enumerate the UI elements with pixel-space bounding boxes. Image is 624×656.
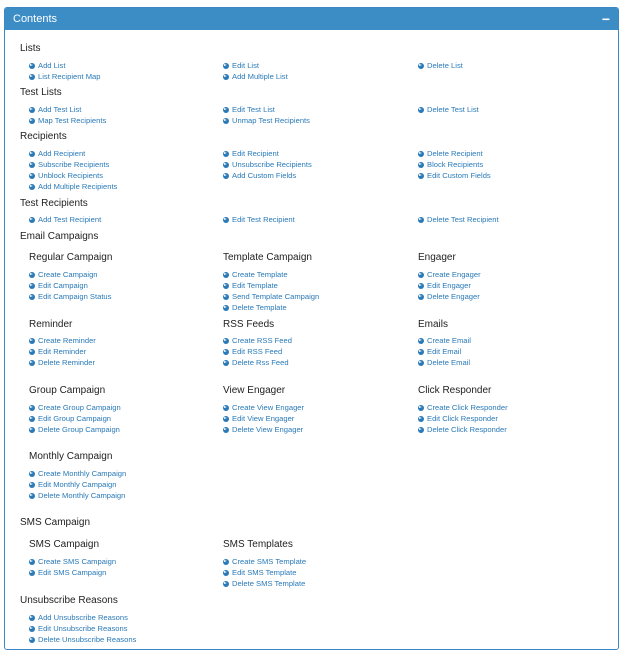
link-label: Map Test Recipients xyxy=(38,116,107,125)
link-item[interactable] xyxy=(418,159,491,170)
test-lists-col3 xyxy=(418,104,479,115)
engager-links xyxy=(418,269,481,302)
link-item[interactable] xyxy=(223,115,310,126)
link-item[interactable] xyxy=(223,148,312,159)
link-item[interactable] xyxy=(418,104,479,115)
chevron-circle-right-icon xyxy=(223,360,229,366)
recipients-col3 xyxy=(418,148,491,181)
rss-feeds-links xyxy=(223,335,292,368)
link-item[interactable] xyxy=(223,291,319,302)
subsection-title-monthly-campaign: Monthly Campaign xyxy=(29,451,113,462)
link-item[interactable] xyxy=(223,346,292,357)
link-label: Edit List xyxy=(232,61,260,70)
link-item[interactable] xyxy=(29,556,116,567)
link-item[interactable] xyxy=(418,413,508,424)
unsubscribe-reasons-links xyxy=(29,612,136,645)
chevron-circle-right-icon xyxy=(223,559,229,565)
link-label: Block Recipients xyxy=(427,160,484,169)
chevron-circle-right-icon xyxy=(223,416,229,422)
chevron-circle-right-icon xyxy=(29,626,35,632)
monthly-campaign-links xyxy=(29,468,126,501)
panel-header xyxy=(5,8,618,30)
chevron-circle-right-icon xyxy=(223,217,229,223)
link-item[interactable] xyxy=(418,148,491,159)
link-item[interactable] xyxy=(29,468,126,479)
link-item[interactable] xyxy=(223,269,319,280)
link-label: Edit Click Responder xyxy=(427,414,498,423)
subsection-title-emails: Emails xyxy=(418,319,449,330)
chevron-circle-right-icon xyxy=(29,405,35,411)
test-lists-col1 xyxy=(29,104,106,126)
link-item[interactable] xyxy=(29,291,111,302)
link-label: Unsubscribe Recipients xyxy=(232,160,312,169)
chevron-circle-right-icon xyxy=(223,427,229,433)
click-responder-links xyxy=(418,402,508,435)
chevron-circle-right-icon xyxy=(29,349,35,355)
chevron-circle-right-icon xyxy=(418,63,424,69)
link-item[interactable] xyxy=(418,214,499,225)
subsection-title-click-responder: Click Responder xyxy=(418,385,492,396)
chevron-circle-right-icon xyxy=(29,416,35,422)
link-item[interactable] xyxy=(29,104,106,115)
link-item[interactable] xyxy=(29,413,121,424)
chevron-circle-right-icon xyxy=(223,338,229,344)
link-item[interactable] xyxy=(29,181,117,192)
chevron-circle-right-icon xyxy=(29,173,35,179)
chevron-circle-right-icon xyxy=(418,217,424,223)
link-item[interactable] xyxy=(223,170,312,181)
chevron-circle-right-icon xyxy=(418,360,424,366)
link-label: Delete Template xyxy=(232,303,287,312)
subsection-title-engager: Engager xyxy=(418,252,456,263)
link-label: Unblock Recipients xyxy=(38,171,103,180)
link-item[interactable] xyxy=(29,479,126,490)
link-item[interactable] xyxy=(29,612,136,623)
chevron-circle-right-icon xyxy=(223,107,229,113)
link-item[interactable] xyxy=(223,159,312,170)
chevron-circle-right-icon xyxy=(29,74,35,80)
chevron-circle-right-icon xyxy=(223,405,229,411)
link-label: Delete Test List xyxy=(427,105,479,114)
chevron-circle-right-icon xyxy=(29,338,35,344)
section-title-test-lists: Test Lists xyxy=(20,87,62,98)
link-item[interactable] xyxy=(29,335,96,346)
link-label: Delete Monthly Campaign xyxy=(38,491,126,500)
link-item[interactable] xyxy=(418,357,471,368)
link-label: Edit Email xyxy=(427,347,462,356)
link-label: Edit Campaign Status xyxy=(38,292,112,301)
link-label: Create SMS Campaign xyxy=(38,557,117,566)
chevron-circle-right-icon xyxy=(223,118,229,124)
link-label: Add Test List xyxy=(38,105,82,114)
link-label: Add Multiple List xyxy=(232,72,288,81)
chevron-circle-right-icon xyxy=(29,107,35,113)
link-label: Edit Monthly Campaign xyxy=(38,480,117,489)
link-item[interactable] xyxy=(223,302,319,313)
chevron-circle-right-icon xyxy=(223,305,229,311)
link-item[interactable] xyxy=(29,214,101,225)
link-item[interactable] xyxy=(223,567,306,578)
link-label: Create Group Campaign xyxy=(38,403,121,412)
chevron-circle-right-icon xyxy=(418,349,424,355)
sms-campaign-links xyxy=(29,556,116,578)
chevron-circle-right-icon xyxy=(223,272,229,278)
link-label: Edit Template xyxy=(232,281,278,290)
reminder-links xyxy=(29,335,96,368)
link-label: Create Reminder xyxy=(38,336,96,345)
link-item[interactable] xyxy=(418,335,471,346)
link-item[interactable] xyxy=(223,335,292,346)
link-label: Edit SMS Campaign xyxy=(38,568,107,577)
chevron-circle-right-icon xyxy=(29,559,35,565)
link-label: Create Email xyxy=(427,336,471,345)
link-item[interactable] xyxy=(29,148,117,159)
section-title-unsubscribe-reasons: Unsubscribe Reasons xyxy=(20,595,118,606)
chevron-circle-right-icon xyxy=(29,162,35,168)
link-item[interactable] xyxy=(223,357,292,368)
collapse-button[interactable]: − xyxy=(601,11,610,27)
link-item[interactable] xyxy=(29,170,117,181)
link-label: Edit SMS Template xyxy=(232,568,297,577)
link-item[interactable] xyxy=(29,71,100,82)
chevron-circle-right-icon xyxy=(223,162,229,168)
link-label: Edit Campaign xyxy=(38,281,88,290)
link-item[interactable] xyxy=(29,490,126,501)
link-item[interactable] xyxy=(223,214,295,225)
link-label: Delete Rss Feed xyxy=(232,358,289,367)
subsection-title-view-engager: View Engager xyxy=(223,385,286,396)
subsection-title-sms-templates: SMS Templates xyxy=(223,539,293,550)
chevron-circle-right-icon xyxy=(29,471,35,477)
chevron-circle-right-icon xyxy=(418,107,424,113)
subsection-title-template-campaign: Template Campaign xyxy=(223,252,312,263)
link-label: Add List xyxy=(38,61,66,70)
link-item[interactable] xyxy=(223,402,304,413)
chevron-circle-right-icon xyxy=(223,151,229,157)
chevron-circle-right-icon xyxy=(29,272,35,278)
chevron-circle-right-icon xyxy=(29,360,35,366)
link-label: Delete Email xyxy=(427,358,471,367)
chevron-circle-right-icon xyxy=(418,162,424,168)
link-item[interactable] xyxy=(223,578,306,589)
link-label: Edit Group Campaign xyxy=(38,414,112,423)
chevron-circle-right-icon xyxy=(223,581,229,587)
link-label: Delete Test Recipient xyxy=(427,215,499,224)
test-recipients-col1 xyxy=(29,214,101,225)
link-item[interactable] xyxy=(223,280,319,291)
link-label: Create View Engager xyxy=(232,403,305,412)
chevron-circle-right-icon xyxy=(223,63,229,69)
link-item[interactable] xyxy=(29,402,121,413)
chevron-circle-right-icon xyxy=(223,74,229,80)
link-item[interactable] xyxy=(418,269,481,280)
link-label: Edit Test List xyxy=(232,105,275,114)
link-label: Add Custom Fields xyxy=(232,171,297,180)
panel-title: Contents xyxy=(13,13,58,25)
link-label: Create Template xyxy=(232,270,288,279)
subsection-title-rss-feeds: RSS Feeds xyxy=(223,319,275,330)
recipients-col2 xyxy=(223,148,312,181)
link-label: Edit RSS Feed xyxy=(232,347,283,356)
link-item[interactable] xyxy=(223,413,304,424)
link-label: Delete Engager xyxy=(427,292,480,301)
link-item[interactable] xyxy=(223,104,310,115)
link-item[interactable] xyxy=(29,424,121,435)
link-label: Create RSS Feed xyxy=(232,336,292,345)
chevron-circle-right-icon xyxy=(29,570,35,576)
link-label: Delete View Engager xyxy=(232,425,304,434)
section-title-lists: Lists xyxy=(20,43,41,54)
link-label: Create Engager xyxy=(427,270,481,279)
chevron-circle-right-icon xyxy=(223,283,229,289)
subsection-title-sms-campaign: SMS Campaign xyxy=(29,539,100,550)
link-item[interactable] xyxy=(29,634,136,645)
link-label: Edit Test Recipient xyxy=(232,215,295,224)
section-title-sms-campaign: SMS Campaign xyxy=(20,517,91,528)
link-item[interactable] xyxy=(29,623,136,634)
group-campaign-links xyxy=(29,402,121,435)
link-item[interactable] xyxy=(418,280,481,291)
chevron-circle-right-icon xyxy=(29,151,35,157)
link-item[interactable] xyxy=(223,556,306,567)
chevron-circle-right-icon xyxy=(29,217,35,223)
link-item[interactable] xyxy=(418,291,481,302)
chevron-circle-right-icon xyxy=(29,482,35,488)
chevron-circle-right-icon xyxy=(418,405,424,411)
link-item[interactable] xyxy=(223,71,288,82)
link-item[interactable] xyxy=(29,269,111,280)
subsection-title-group-campaign: Group Campaign xyxy=(29,385,106,396)
chevron-circle-right-icon xyxy=(418,416,424,422)
chevron-circle-right-icon xyxy=(418,427,424,433)
link-label: List Recipient Map xyxy=(38,72,101,81)
chevron-circle-right-icon xyxy=(418,283,424,289)
link-label: Edit Recipient xyxy=(232,149,279,158)
regular-campaign-links xyxy=(29,269,111,302)
link-item[interactable] xyxy=(223,424,304,435)
lists-col1 xyxy=(29,60,100,82)
section-title-test-recipients: Test Recipients xyxy=(20,198,88,209)
link-label: Add Recipient xyxy=(38,149,86,158)
section-title-recipients: Recipients xyxy=(20,131,67,142)
test-recipients-col3 xyxy=(418,214,499,225)
link-item[interactable] xyxy=(29,357,96,368)
link-item[interactable] xyxy=(418,346,471,357)
chevron-circle-right-icon xyxy=(223,570,229,576)
link-label: Add Unsubscribe Reasons xyxy=(38,613,128,622)
link-label: Create Monthly Campaign xyxy=(38,469,127,478)
chevron-circle-right-icon xyxy=(29,615,35,621)
link-label: Edit Unsubscribe Reasons xyxy=(38,624,128,633)
chevron-circle-right-icon xyxy=(223,173,229,179)
link-label: Delete Recipient xyxy=(427,149,483,158)
link-item[interactable] xyxy=(29,346,96,357)
chevron-circle-right-icon xyxy=(29,294,35,300)
chevron-circle-right-icon xyxy=(223,294,229,300)
link-label: Delete Group Campaign xyxy=(38,425,120,434)
chevron-circle-right-icon xyxy=(29,184,35,190)
chevron-circle-right-icon xyxy=(29,427,35,433)
link-label: Edit Custom Fields xyxy=(427,171,491,180)
chevron-circle-right-icon xyxy=(418,151,424,157)
test-lists-col2 xyxy=(223,104,310,126)
link-label: Send Template Campaign xyxy=(232,292,320,301)
link-item[interactable] xyxy=(29,60,100,71)
link-label: Unmap Test Recipients xyxy=(232,116,310,125)
link-label: Delete Reminder xyxy=(38,358,95,367)
chevron-circle-right-icon xyxy=(223,349,229,355)
subsection-title-reminder: Reminder xyxy=(29,319,73,330)
link-label: Delete List xyxy=(427,61,463,70)
link-item[interactable] xyxy=(418,402,508,413)
sms-templates-links xyxy=(223,556,306,589)
chevron-circle-right-icon xyxy=(29,283,35,289)
link-label: Create SMS Template xyxy=(232,557,307,566)
chevron-circle-right-icon xyxy=(418,272,424,278)
chevron-circle-right-icon xyxy=(29,63,35,69)
template-campaign-links xyxy=(223,269,319,313)
recipients-col1 xyxy=(29,148,117,192)
chevron-circle-right-icon xyxy=(418,173,424,179)
chevron-circle-right-icon xyxy=(418,338,424,344)
test-recipients-col2 xyxy=(223,214,295,225)
link-label: Add Multiple Recipients xyxy=(38,182,118,191)
chevron-circle-right-icon xyxy=(29,637,35,643)
chevron-circle-right-icon xyxy=(29,118,35,124)
lists-col2 xyxy=(223,60,288,82)
link-item[interactable] xyxy=(29,115,106,126)
lists-col3 xyxy=(418,60,463,71)
emails-links xyxy=(418,335,471,368)
link-label: Create Campaign xyxy=(38,270,98,279)
link-label: Delete Click Responder xyxy=(427,425,507,434)
link-label: Delete Unsubscribe Reasons xyxy=(38,635,137,644)
view-engager-links xyxy=(223,402,304,435)
link-item[interactable] xyxy=(418,424,508,435)
link-item[interactable] xyxy=(29,567,116,578)
link-label: Edit Reminder xyxy=(38,347,87,356)
chevron-circle-right-icon xyxy=(418,294,424,300)
link-label: Delete SMS Template xyxy=(232,579,306,588)
chevron-circle-right-icon xyxy=(29,493,35,499)
contents-panel xyxy=(4,7,619,650)
link-item[interactable] xyxy=(223,60,288,71)
link-label: Edit View Engager xyxy=(232,414,295,423)
link-label: Create Click Responder xyxy=(427,403,508,412)
link-item[interactable] xyxy=(29,280,111,291)
link-label: Add Test Recipient xyxy=(38,215,102,224)
link-item[interactable] xyxy=(29,159,117,170)
link-item[interactable] xyxy=(418,170,491,181)
link-label: Subscribe Recipients xyxy=(38,160,110,169)
subsection-title-regular-campaign: Regular Campaign xyxy=(29,252,113,263)
section-title-email-campaigns: Email Campaigns xyxy=(20,231,99,242)
link-item[interactable] xyxy=(418,60,463,71)
link-label: Edit Engager xyxy=(427,281,471,290)
